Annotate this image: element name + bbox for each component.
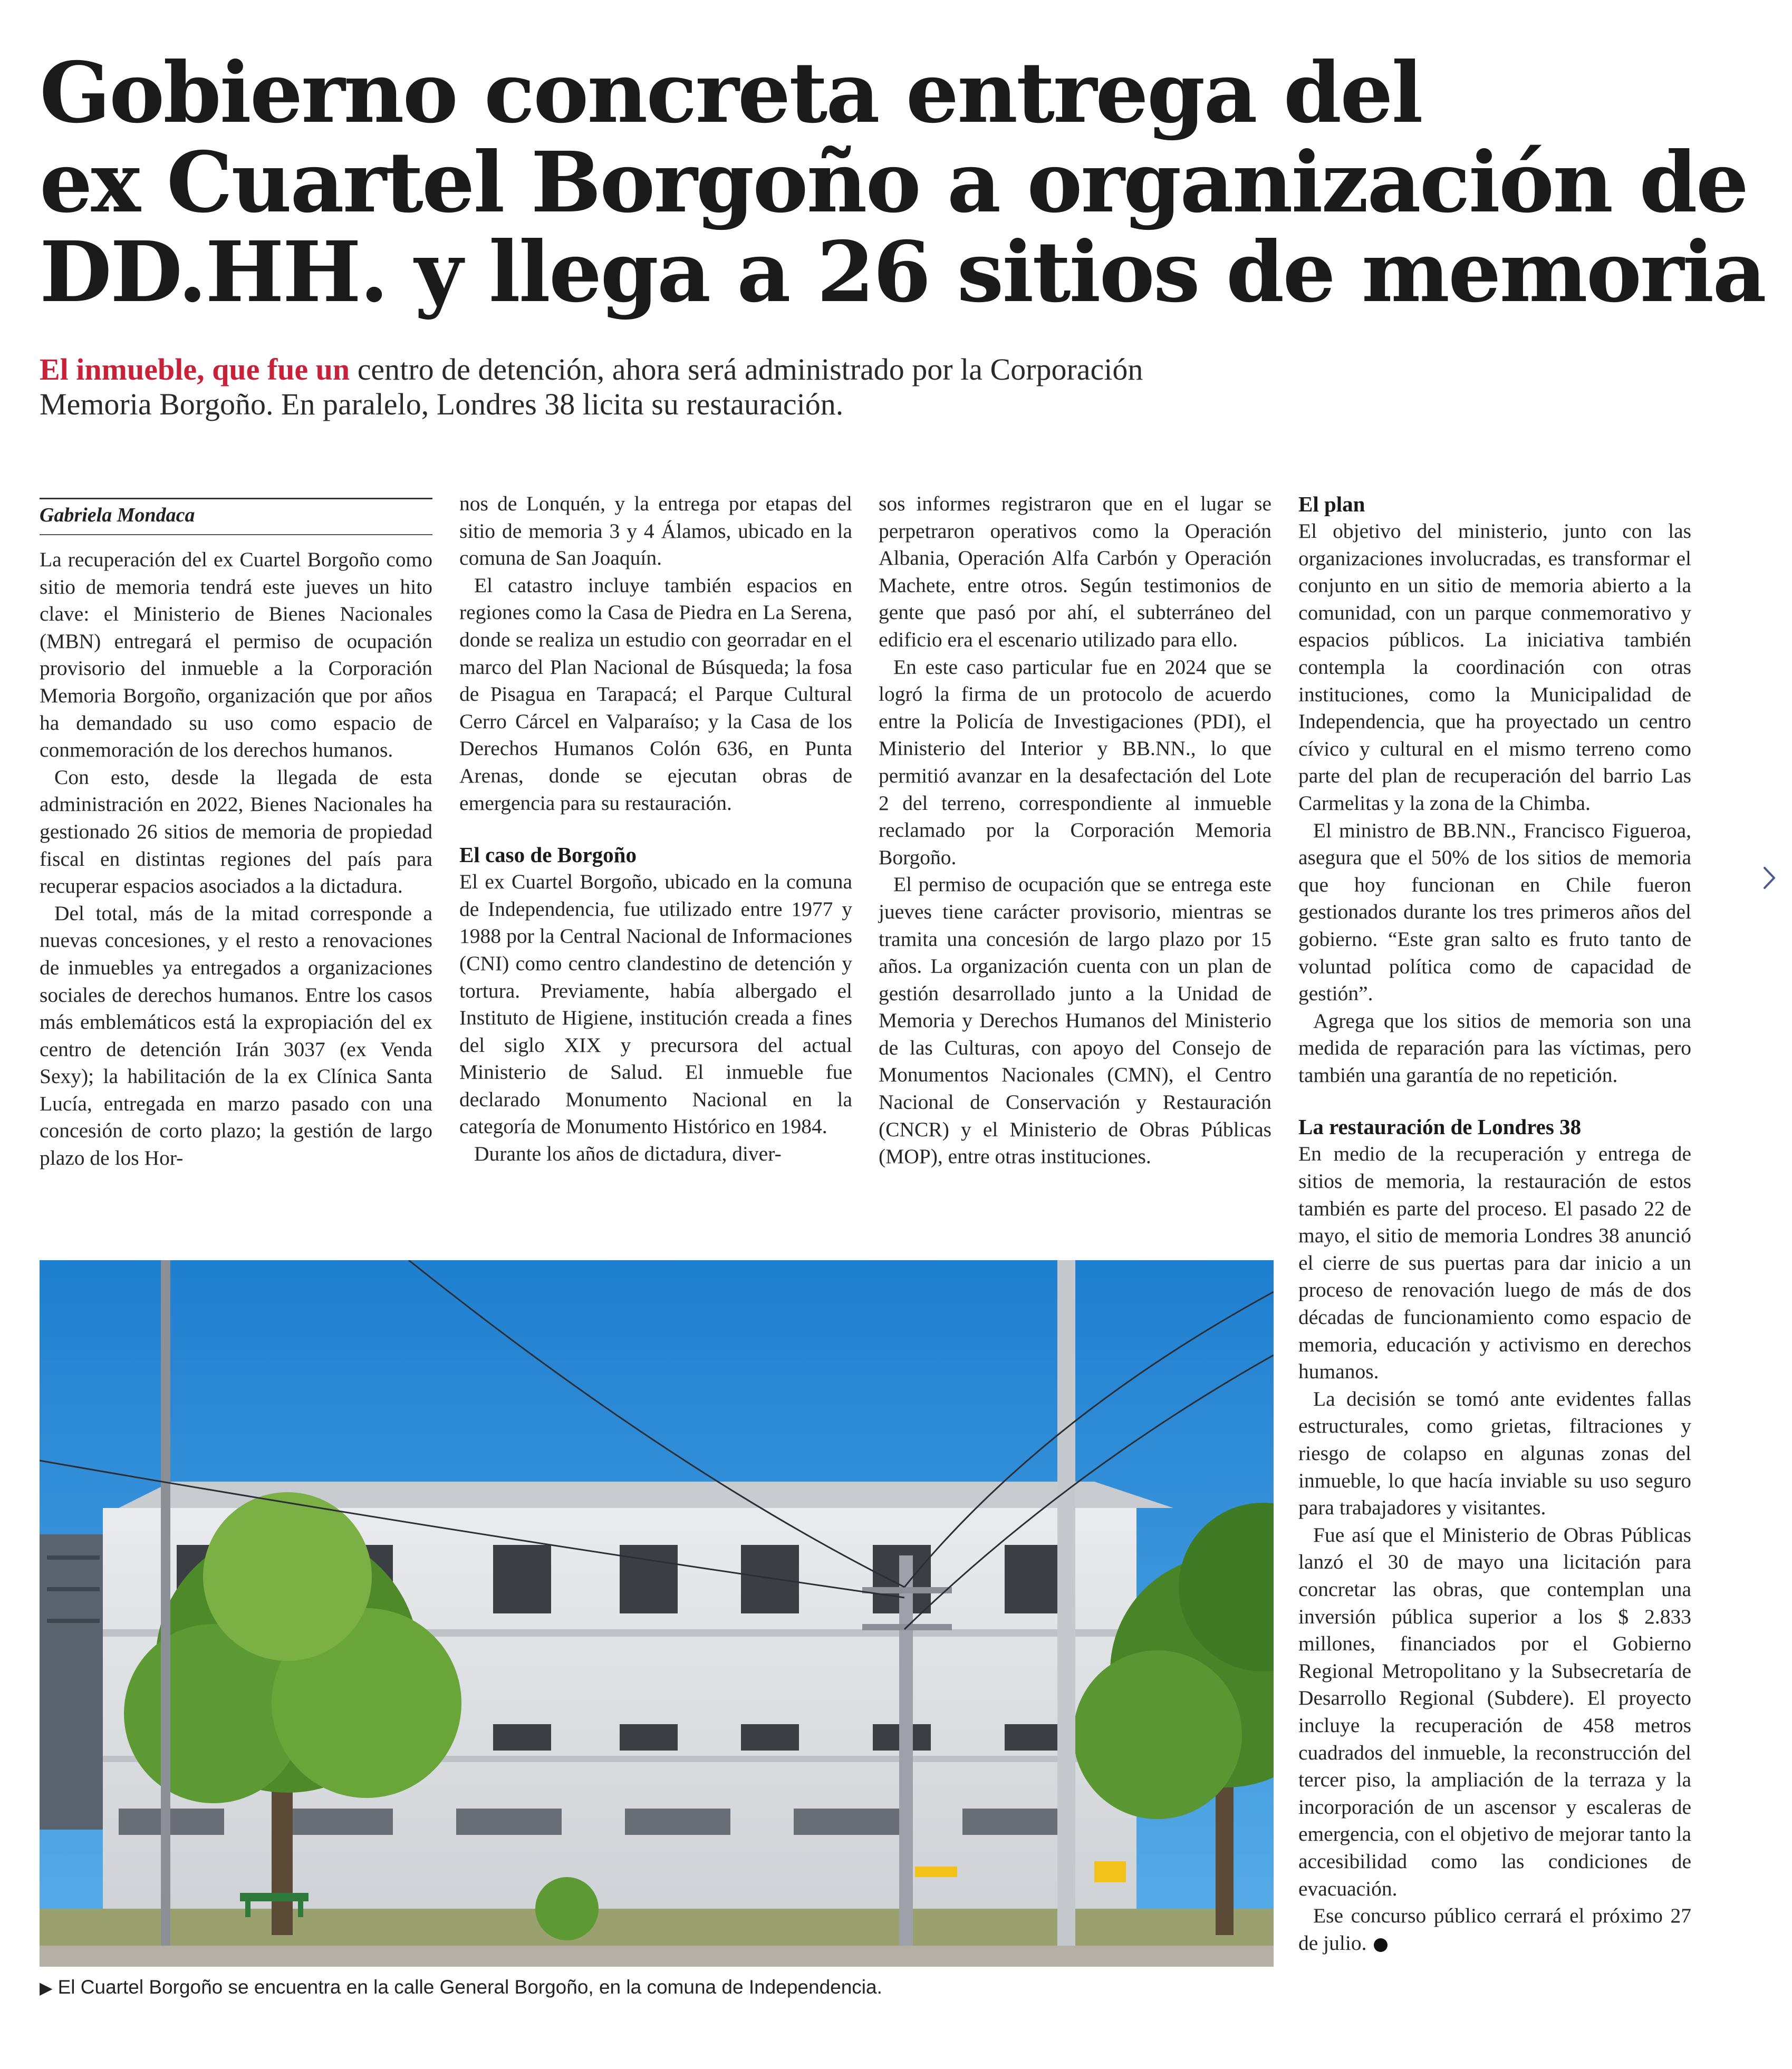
deck-text-line-1: centro de detención, ahora será administrado por la Corporación (350, 352, 1143, 386)
deck-highlight: El inmueble, que fue un (40, 352, 350, 386)
caption-text: El Cuartel Borgoño se encuentra en la calle General Borgoño, en la comuna de Independencia. (57, 1976, 882, 1998)
paragraph: La recuperación del ex Cuartel Borgoño como sitio de memoria tendrá este jueves un hito clave: el Ministerio de Bienes Nacionales (MBN) entregará el permiso de ocupación provisorio del inmueble a la Corporación Memoria Borgoño, organización que por años ha demandado su uso como espacio de conmemoración de los derechos humanos. (40, 548, 432, 762)
paragraph: El ex Cuartel Borgoño, ubicado en la comuna de Independencia, fue utilizado entre 1977 y 1988 por la Central Nacional de Informaciones (CNI) como centro clandestino de detención y tortura. Previamente, había albergado el Instituto de Higiene, institución creada a fines del siglo XIX y precursora del actual Ministerio de Salud. El inmueble fue declarado Monumento Nacional en la categoría de Monumento Histórico en 1984. (459, 870, 852, 1138)
section-title-londres-38: La restauración de Londres 38 (1298, 1115, 1582, 1139)
paragraph: La decisión se tomó ante evidentes fallas estructurales, como grietas, filtraciones y riesgo de colapso en algunas zonas del inmueble, lo que hacía inviable su uso seguro para trabajadores y visitantes. (1298, 1387, 1691, 1520)
headline-line-2: ex Cuartel Borgoño a organización de (40, 134, 1748, 231)
paragraph: Agrega que los sitios de memoria son una medida de reparación para las víctimas, pero también una garantía de no repetición. (1298, 1009, 1691, 1087)
photo-illustration (40, 1260, 1274, 1967)
column-4 (1298, 490, 1691, 1957)
paragraph: En este caso particular fue en 2024 que se logró la firma de un protocolo de acuerdo entre la Policía de Investigaciones (PDI), el Ministerio del Interior y BB.NN., lo que permitió avanzar en la desafectación del Lote 2 del terreno, correspondiente al inmueble reclamado por la Corporación Memoria Borgoño. (879, 655, 1271, 869)
headline-line-1: Gobierno concreta entrega del (40, 44, 1422, 142)
end-mark-icon (1374, 1938, 1388, 1952)
photo-caption (40, 1975, 1274, 2000)
headline-line-3: DD.HH. y llega a 26 sitios de memoria (40, 224, 1765, 321)
headline (40, 44, 1765, 321)
byline: Gabriela Mondaca (40, 498, 432, 535)
paragraph: El objetivo del ministerio, junto con las organizaciones involucradas, es transformar el conjunto en un sitio de memoria abierto a la comunidad, con un parque conmemorativo y espacios públicos. La iniciativa también contempla la coordinación con otras instituciones, como la Municipalidad de Independencia, que ha proyectado un centro cívico y cultural en el mismo terreno como parte del plan de recuperación del barrio Las Carmelitas y la zona de la Chimba. (1298, 519, 1691, 815)
paragraph: Durante los años de dictadura, diver- (474, 1142, 782, 1166)
paragraph: Del total, más de la mitad corresponde a nuevas concesiones, y el resto a renovaciones de inmuebles ya entregados a organizaciones sociales de derechos humanos. Entre los casos más emblemáticos está la expropiación del ex centro de detención Irán 3037 (ex Venda Sexy); la habilitación de la ex Clínica Santa Lucía, entregada en marzo pasado con una concesión de corto plazo; la gestión de largo plazo de los Hor- (40, 901, 432, 1170)
paragraph: Fue así que el Ministerio de Obras Públicas lanzó el 30 de mayo una licitación para concretar las obras, que contemplan una inversión pública superior a los $ 2.833 millones, financiados por el Gobierno Regional Metropolitano y la Subsecretaría de Desarrollo Regional (Subdere). El proyecto incluye la recuperación de 458 metros cuadrados del inmueble, la reconstrucción del tercer piso, la ampliación de la terraza y la incorporación de un ascensor y escaleras de emergencia, con el objetivo de mejorar tanto la accesibilidad como las condiciones de evacuación. (1298, 1523, 1691, 1900)
pole-left (161, 1260, 170, 1946)
next-page-button[interactable] (1756, 859, 1783, 896)
deck-text-line-2: Memoria Borgoño. En paralelo, Londres 38 licita su restauración. (40, 387, 844, 421)
paragraph: nos de Lonquén, y la entrega por etapas del sitio de memoria 3 y 4 Álamos, ubicado en la comuna de San Joaquín. (459, 492, 852, 570)
paragraph: El ministro de BB.NN., Francisco Figueroa, asegura que el 50% de los sitios de memoria que hoy funcionan en Chile fueron gestionados durante los tres primeros años del gobierno. “Este gran salto es fruto tanto de voluntad política como de capacidad de gestión”. (1298, 818, 1691, 1006)
article-photo (40, 1260, 1274, 1967)
utility-pole (899, 1555, 913, 1946)
deck (40, 352, 1305, 422)
section-title-el-caso-de-borgono: El caso de Borgoño (459, 843, 637, 867)
paragraph: El permiso de ocupación que se entrega este jueves tiene carácter provisorio, mientras se tramita una concesión de largo plazo por 15 años. La organización cuenta con un plan de gestión desarrollado junto a la Unidad de Memoria y Derechos Humanos del Ministerio de las Culturas, con apoyo del Consejo de Monumentos Nacionales (CMN), el Centro Nacional de Conservación y Restauración (CNCR) y el Ministerio de Obras Públicas (MOP), entre otras instituciones. (879, 873, 1271, 1168)
bench (240, 1893, 309, 1901)
paragraph: En medio de la recuperación y entrega de sitios de memoria, la restauración de estos también es parte del proceso. El pasado 22 de mayo, el sitio de memoria Londres 38 anunció el cierre de sus puertas para dar inicio a un proceso de renovación luego de más de dos décadas de funcionamiento como espacio de memoria, educación y activismo en derechos humanos. (1298, 1142, 1691, 1384)
column-1 (40, 546, 432, 1172)
closing-text: Ese concurso público cerrará el próximo 27 de julio. (1298, 1904, 1691, 1955)
concrete-pole (1057, 1260, 1075, 1946)
shrub (535, 1877, 599, 1940)
section-title-el-plan: El plan (1298, 492, 1365, 516)
paragraph: Con esto, desde la llegada de esta administración en 2022, Bienes Nacionales ha gestionado 26 sitios de memoria de propiedad fiscal en distintas regiones del país para recuperar espacios asociados a la dictadura. (40, 765, 432, 898)
paragraph: El catastro incluye también espacios en regiones como la Casa de Piedra en La Serena, donde se realiza un estudio con georradar en el marco del Plan Nacional de Búsqueda; la fosa de Pisagua en Tarapacá; el Parque Cultural Cerro Cárcel en Valparaíso; y la Casa de los Derechos Humanos Colón 636, en Punta Arenas, donde se ejecutan obras de emergencia para su restauración. (459, 573, 852, 815)
paragraph-last (1298, 1902, 1691, 1957)
background-tower (40, 1534, 108, 1830)
paragraph: sos informes registraron que en el lugar se perpetraron operativos como la Operación Albania, Operación Alfa Carbón y Operación Machete, entre otros. Según testimonios de gente que pasó por ahí, el subterráneo del edificio era el escenario utilizado para ello. (879, 492, 1271, 651)
chevron-right-icon (1761, 865, 1777, 891)
column-2 (459, 490, 852, 1168)
graffiti (915, 1867, 957, 1877)
caption-arrow-icon: ▶ (40, 1978, 53, 1997)
column-3 (879, 490, 1271, 1171)
